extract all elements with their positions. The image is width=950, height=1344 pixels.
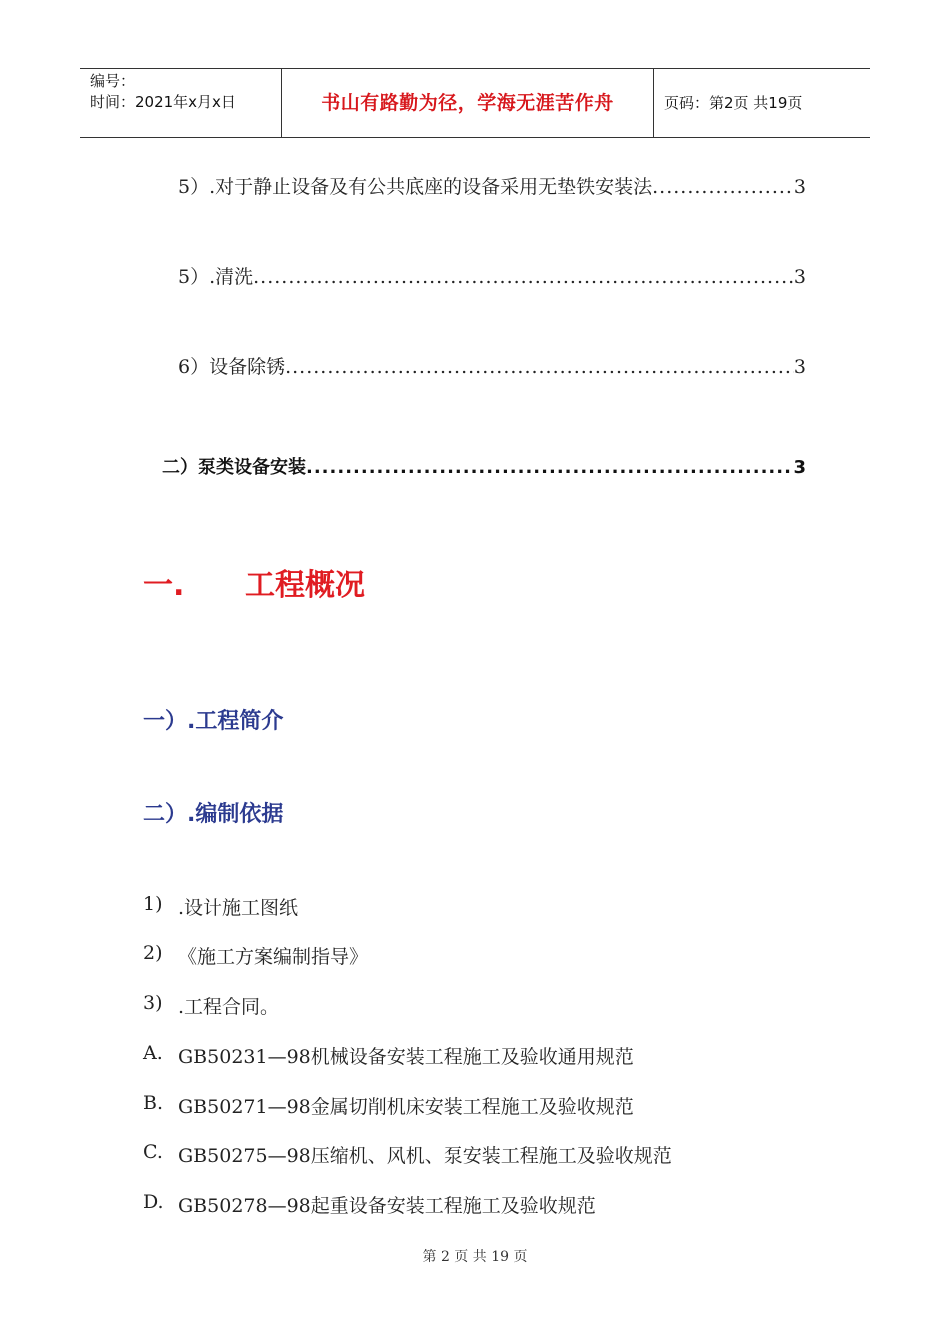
section-number: 一. — [143, 568, 185, 603]
header-meta — [80, 69, 282, 137]
toc-entry-label: 5）.对于静止设备及有公共底座的设备采用无垫铁安装法 — [178, 176, 653, 198]
list-item-text: GB50275—98压缩机、风机、泵安装工程施工及验收规范 — [178, 1145, 672, 1167]
toc-entry-label: 5）.清洗 — [178, 266, 254, 288]
toc-entry[interactable] — [178, 172, 806, 199]
toc-entry-page: 3 — [793, 266, 806, 288]
toc-entry-page: 3 — [793, 457, 806, 478]
list-item — [143, 942, 368, 969]
list-item — [143, 1141, 672, 1168]
list-item — [143, 992, 279, 1019]
toc-entry-label: 6）设备除锈 — [178, 356, 286, 378]
list-item-number: B. — [143, 1092, 164, 1114]
toc-entry-page: 3 — [793, 176, 806, 198]
list-item-number: 3) — [143, 992, 163, 1014]
toc-leader — [285, 356, 794, 378]
list-item — [143, 893, 298, 920]
toc-entry-label: 二）泵类设备安装 — [162, 457, 306, 478]
number-label: 编号： — [90, 72, 136, 90]
toc-entry[interactable] — [178, 262, 806, 289]
subsection-heading-basis: 二）.编制依据 — [143, 802, 284, 827]
toc-entry-page: 3 — [793, 356, 806, 378]
list-item-number: 1) — [143, 893, 163, 915]
toc-leader — [306, 457, 793, 478]
list-item-text: 《施工方案编制指导》 — [178, 946, 369, 968]
list-item-text: GB50278—98起重设备安装工程施工及验收规范 — [178, 1195, 596, 1217]
toc-leader — [253, 266, 794, 288]
list-item — [143, 1092, 634, 1119]
list-item-text: .工程合同。 — [178, 996, 280, 1018]
list-item-text: GB50231—98机械设备安装工程施工及验收通用规范 — [178, 1046, 634, 1068]
header-page-info: 页码：第2页 共19页 — [664, 94, 803, 112]
page-footer: 第 2 页 共 19 页 — [422, 1249, 528, 1265]
list-item-text: GB50271—98金属切削机床安装工程施工及验收规范 — [178, 1096, 634, 1118]
subsection-heading-intro: 一）.工程简介 — [143, 709, 284, 734]
page-header — [80, 68, 870, 138]
section-title: 工程概况 — [245, 568, 365, 603]
list-item-number: A. — [143, 1042, 163, 1064]
toc-entry[interactable] — [162, 453, 806, 479]
list-item-number: C. — [143, 1141, 163, 1163]
list-item — [143, 1191, 596, 1218]
list-item-number: D. — [143, 1191, 164, 1213]
header-motto: 书山有路勤为径，学海无涯苦作舟 — [282, 69, 654, 137]
toc-leader — [652, 176, 794, 198]
section-heading — [143, 560, 365, 604]
list-item-text: .设计施工图纸 — [178, 897, 299, 919]
toc-entry[interactable] — [178, 352, 806, 379]
time-label: 时间：2021年x月x日 — [90, 93, 236, 111]
list-item — [143, 1042, 634, 1069]
list-item-number: 2) — [143, 942, 163, 964]
